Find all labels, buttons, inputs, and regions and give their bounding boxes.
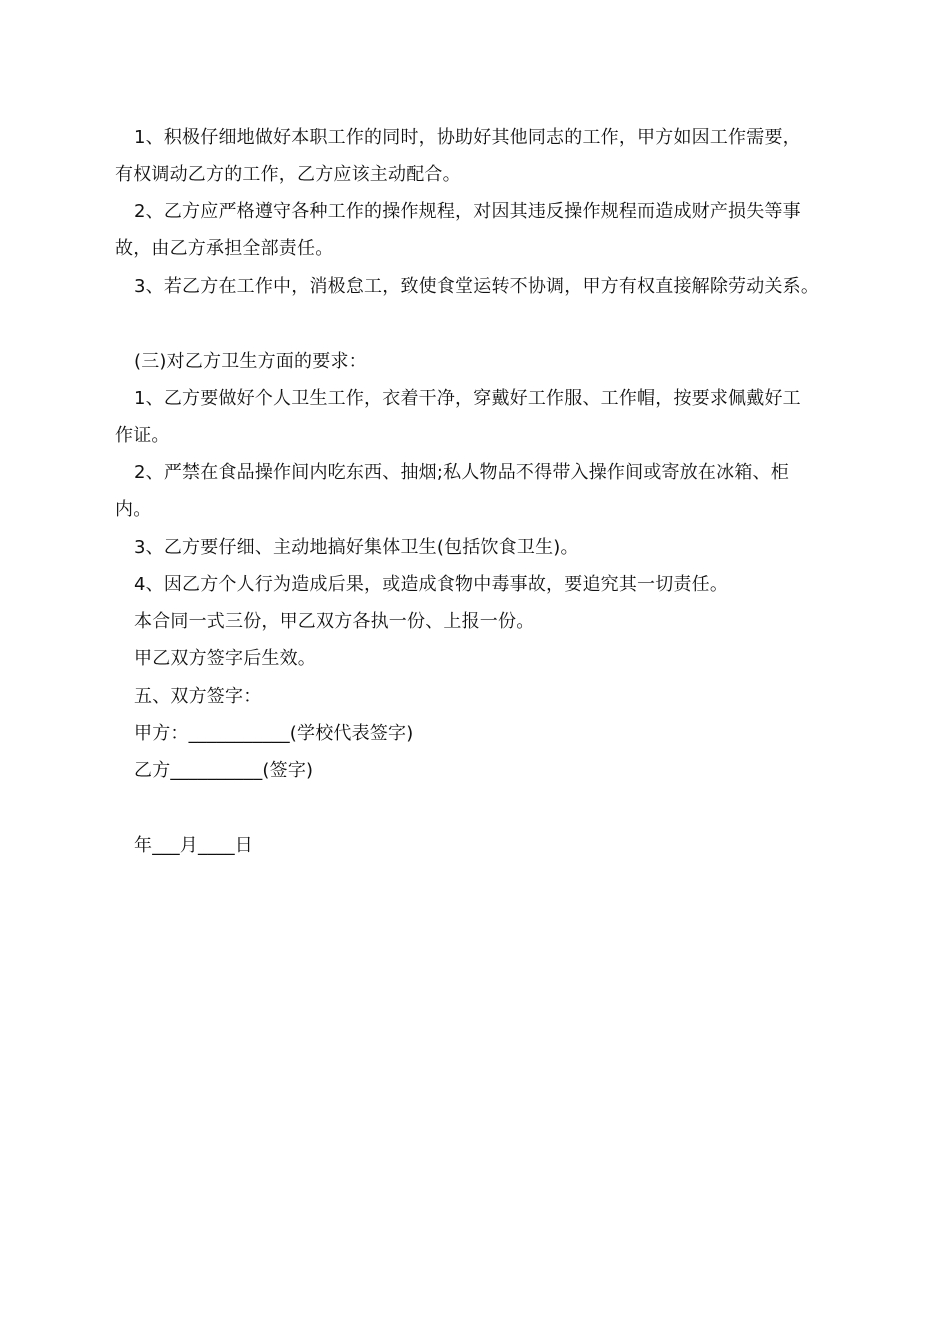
signature-date: 年___月____日 <box>134 835 253 856</box>
hygiene-item-2-line-2: 内。 <box>115 499 152 520</box>
work-item-1-line-1: 1、积极仔细地做好本职工作的同时，协助好其他同志的工作，甲方如因工作需要， <box>134 127 801 148</box>
work-item-3: 3、若乙方在工作中，消极怠工，致使食堂运转不协调，甲方有权直接解除劳动关系。 <box>134 276 820 297</box>
copies-clause: 本合同一式三份，甲乙双方各执一份、上报一份。 <box>134 611 535 632</box>
signatures-heading: 五、双方签字： <box>134 686 262 707</box>
hygiene-heading: (三)对乙方卫生方面的要求： <box>134 351 367 372</box>
hygiene-item-3: 3、乙方要仔细、主动地搞好集体卫生(包括饮食卫生)。 <box>134 537 579 558</box>
hygiene-item-1-line-1: 1、乙方要做好个人卫生工作，衣着干净，穿戴好工作服、工作帽，按要求佩戴好工 <box>134 388 801 409</box>
hygiene-item-2-line-1: 2、严禁在食品操作间内吃东西、抽烟;私人物品不得带入操作间或寄放在冰箱、柜 <box>134 462 789 483</box>
work-item-1-line-2: 有权调动乙方的工作，乙方应该主动配合。 <box>115 164 461 185</box>
effective-clause: 甲乙双方签字后生效。 <box>134 648 316 669</box>
party-a-signature: 甲方：___________(学校代表签字) <box>134 723 414 744</box>
work-item-2-line-1: 2、乙方应严格遵守各种工作的操作规程，对因其违反操作规程而造成财产损失等事 <box>134 201 801 222</box>
work-item-2-line-2: 故，由乙方承担全部责任。 <box>115 238 334 259</box>
hygiene-item-4: 4、因乙方个人行为造成后果，或造成食物中毒事故，要追究其一切责任。 <box>134 574 729 595</box>
hygiene-item-1-line-2: 作证。 <box>115 425 170 446</box>
party-b-signature: 乙方__________(签字) <box>134 760 314 781</box>
